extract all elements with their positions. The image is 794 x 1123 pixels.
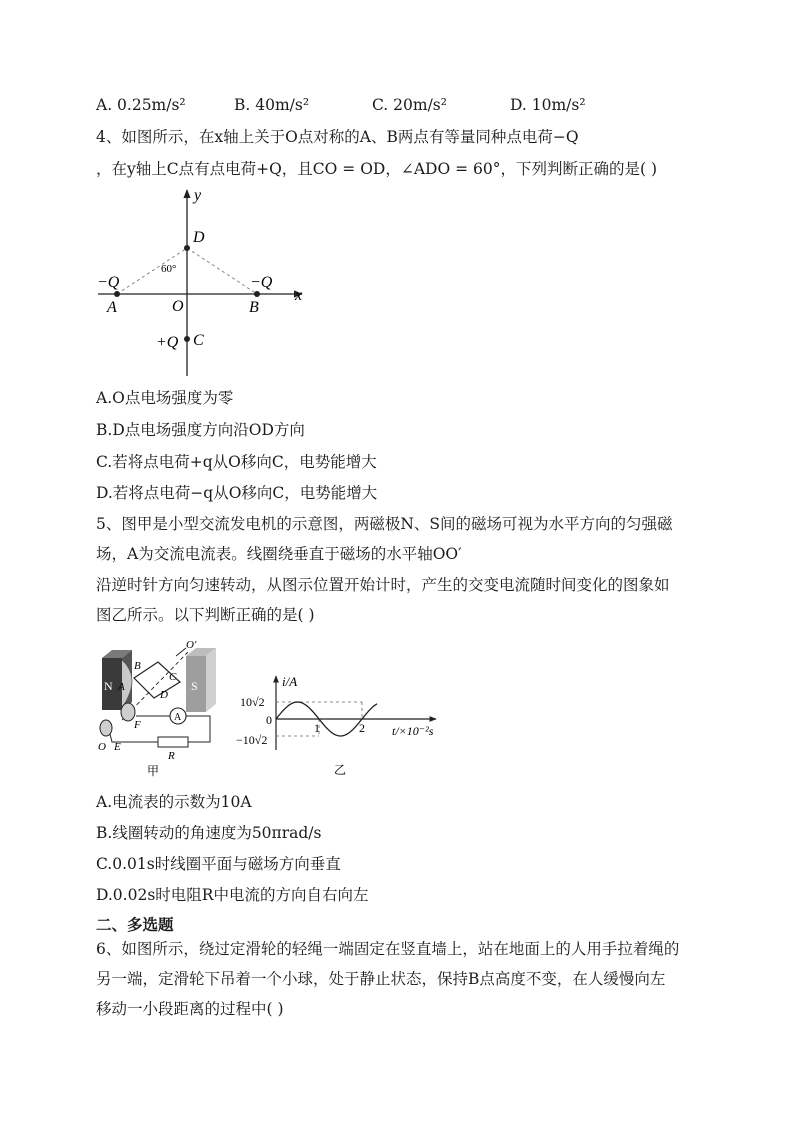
jia-label-o-prime: O′ bbox=[186, 639, 197, 651]
q4-y-label: y bbox=[194, 187, 202, 204]
jia-label-n: N bbox=[104, 679, 113, 693]
jia-label-d: D bbox=[160, 689, 168, 701]
q4-point-a-dot bbox=[114, 291, 120, 297]
q4-figure bbox=[92, 186, 312, 382]
q5-fig-jia bbox=[92, 638, 222, 778]
q4-o-label: O bbox=[172, 298, 184, 315]
q5-stem-line3: 沿逆时针方向匀速转动，从图示位置开始计时，产生的交变电流随时间变化的图象如 bbox=[96, 576, 670, 594]
q6-line2: 另一端，定滑轮下吊着一个小球，处于静止状态，保持B点高度不变，在人缓慢向左 bbox=[96, 970, 666, 988]
jia-label-s: S bbox=[191, 679, 198, 693]
q4-option-a: A.O点电场强度为零 bbox=[96, 389, 234, 407]
q6-line3: 移动一小段距离的过程中( ) bbox=[96, 1000, 284, 1018]
q4-a-label: A bbox=[107, 299, 117, 316]
q4-b-label: B bbox=[249, 299, 259, 316]
q4-dashed-db bbox=[187, 248, 257, 294]
yi-xlabel: t/×10⁻²s bbox=[392, 724, 434, 738]
jia-meter-label: A bbox=[174, 712, 182, 723]
s-magnet-side bbox=[206, 648, 216, 712]
q3-option-a: A. 0.25m/s² bbox=[96, 96, 186, 114]
jia-label-e: E bbox=[114, 741, 121, 753]
q3-options bbox=[96, 96, 696, 118]
jia-caption: 甲 bbox=[147, 764, 160, 778]
q4-point-c-dot bbox=[184, 336, 190, 342]
jia-label-o: O bbox=[98, 741, 106, 753]
jia-label-c: C bbox=[169, 671, 177, 683]
yi-ytick-top: 10√2 bbox=[240, 695, 265, 709]
q4-charge-a: −Q bbox=[97, 274, 120, 291]
slip-ring-2 bbox=[100, 720, 112, 736]
yi-xtick-1: 1 bbox=[314, 721, 320, 735]
jia-label-r: R bbox=[168, 750, 175, 762]
q4-stem-line2: ，在y轴上C点有点电荷+Q，且CO = OD，∠ADO = 60°，下列判断正确的是( ) bbox=[96, 160, 658, 178]
q4-angle-label: 60° bbox=[161, 263, 177, 275]
q4-x-label: x bbox=[295, 287, 303, 304]
q4-point-d-dot bbox=[184, 245, 190, 251]
q3-option-b: B. 40m/s² bbox=[234, 96, 310, 114]
jia-label-b: B bbox=[134, 660, 141, 672]
q3-option-d: D. 10m/s² bbox=[510, 96, 586, 114]
wire-right bbox=[186, 716, 210, 742]
yi-ytick-zero: 0 bbox=[266, 713, 272, 727]
q4-point-b-dot bbox=[254, 291, 260, 297]
q4-dashed-ad bbox=[117, 248, 187, 294]
slip-ring-1 bbox=[121, 703, 135, 721]
section-heading-multiple-choice: 二、多选题 bbox=[96, 916, 174, 934]
q5-stem-line2: 场，A为交流电流表。线圈绕垂直于磁场的水平轴OO′ bbox=[96, 545, 462, 563]
q5-option-c: C.0.01s时线圈平面与磁场方向垂直 bbox=[96, 855, 341, 873]
yi-ylabel: i/A bbox=[282, 674, 298, 689]
q5-option-b: B.线圈转动的角速度为50πrad/s bbox=[96, 824, 322, 842]
q4-option-d: D.若将点电荷−q从O移向C，电势能增大 bbox=[96, 484, 378, 502]
yi-ytick-bottom: −10√2 bbox=[236, 733, 268, 747]
q4-stem-line1: 4、如图所示，在x轴上关于O点对称的A、B两点有等量同种点电荷−Q bbox=[96, 128, 579, 146]
jia-label-f: F bbox=[134, 719, 141, 731]
q4-charge-b: −Q bbox=[250, 274, 273, 291]
q4-d-label: D bbox=[193, 229, 205, 246]
q5-fig-yi bbox=[232, 672, 444, 780]
q6-line1: 6、如图所示，绕过定滑轮的轻绳一端固定在竖直墙上，站在地面上的人用手拉着绳的 bbox=[96, 940, 680, 958]
q5-stem-line1: 5、图甲是小型交流发电机的示意图，两磁极N、S间的磁场可视为水平方向的匀强磁 bbox=[96, 515, 673, 533]
q4-charge-c: +Q bbox=[156, 334, 179, 351]
yi-xtick-2: 2 bbox=[359, 721, 365, 735]
yi-caption: 乙 bbox=[334, 763, 347, 777]
q5-stem-line4: 图乙所示。以下判断正确的是( ) bbox=[96, 606, 315, 624]
jia-label-a: A bbox=[118, 681, 125, 693]
q3-option-c: C. 20m/s² bbox=[372, 96, 447, 114]
rotation-arrow bbox=[176, 648, 186, 656]
resistor-rect bbox=[158, 737, 188, 747]
q5-option-d: D.0.02s时电阻R中电流的方向自右向左 bbox=[96, 886, 369, 904]
q5-option-a: A.电流表的示数为10A bbox=[96, 793, 252, 811]
q4-option-c: C.若将点电荷+q从O移向C，电势能增大 bbox=[96, 453, 377, 471]
q4-c-label: C bbox=[193, 332, 204, 349]
q4-option-b: B.D点电场强度方向沿OD方向 bbox=[96, 421, 305, 439]
